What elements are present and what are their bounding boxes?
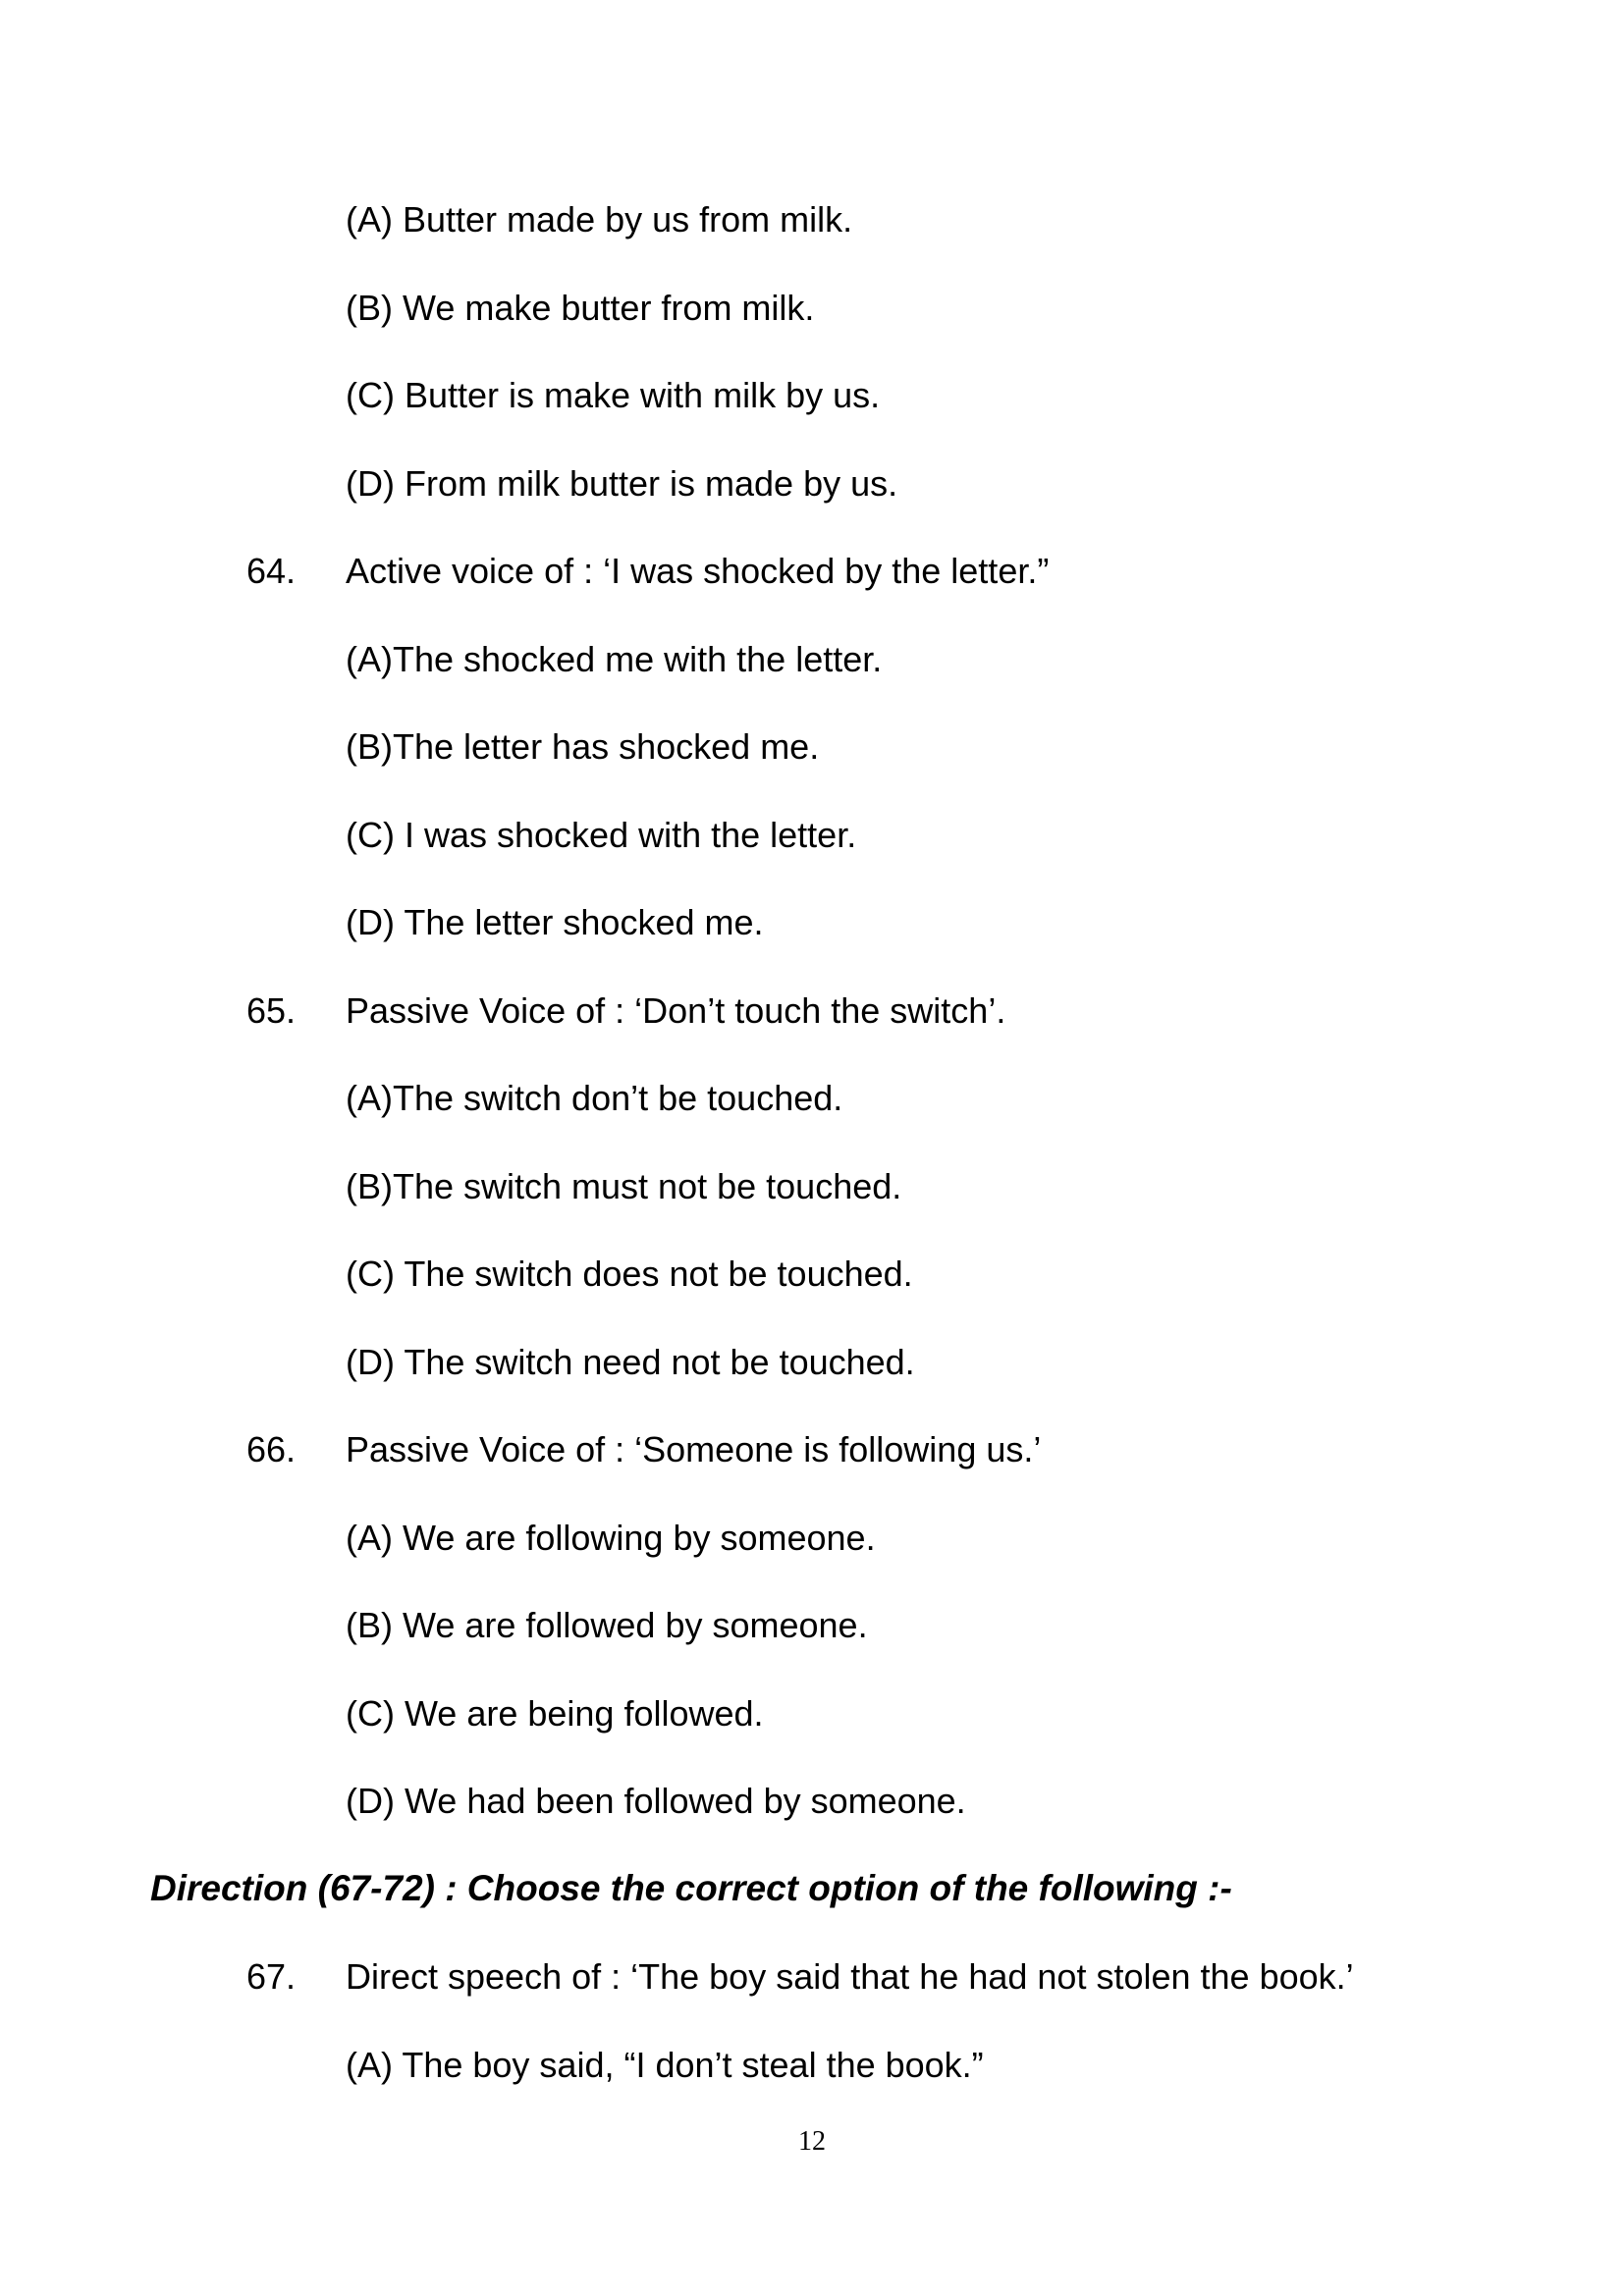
option-64-c: (C) I was shocked with the letter. bbox=[346, 814, 857, 855]
option-66-c: (C) We are being followed. bbox=[346, 1692, 764, 1734]
option-66-a: (A) We are following by someone. bbox=[346, 1517, 876, 1558]
option-63-c: (C) Butter is make with milk by us. bbox=[346, 375, 881, 415]
page-number: 12 bbox=[798, 2126, 826, 2157]
option-63-b: (B) We make butter from milk. bbox=[346, 287, 815, 328]
option-64-a: (A)The shocked me with the letter. bbox=[346, 638, 883, 679]
question-text: Active voice of : ‘I was shocked by the letter.” bbox=[346, 551, 1050, 591]
question-number: 64. bbox=[246, 551, 297, 591]
option-65-d: (D) The switch need not be touched. bbox=[346, 1341, 915, 1382]
direction-heading: Direction (67-72) : Choose the correct option of the following :- bbox=[150, 1868, 1232, 1908]
option-65-b: (B)The switch must not be touched. bbox=[346, 1165, 902, 1206]
option-64-d: (D) The letter shocked me. bbox=[346, 902, 764, 942]
option-65-c: (C) The switch does not be touched. bbox=[346, 1254, 913, 1294]
option-67-a: (A) The boy said, “I don’t steal the book.” bbox=[346, 2044, 984, 2085]
question-number: 65. bbox=[246, 989, 297, 1031]
question-text: Passive Voice of : ‘Don’t touch the switch’. bbox=[346, 989, 1006, 1031]
option-66-d: (D) We had been followed by someone. bbox=[346, 1781, 966, 1821]
option-64-b: (B)The letter has shocked me. bbox=[346, 726, 820, 767]
option-63-a: (A) Butter made by us from milk. bbox=[346, 199, 853, 240]
option-63-d: (D) From milk butter is made by us. bbox=[346, 462, 898, 504]
question-number: 66. bbox=[246, 1429, 297, 1469]
option-65-a: (A)The switch don’t be touched. bbox=[346, 1078, 843, 1118]
option-66-b: (B) We are followed by someone. bbox=[346, 1605, 868, 1645]
question-text: Direct speech of : ‘The boy said that he had not stolen the book.’ bbox=[346, 1956, 1354, 1997]
question-text: Passive Voice of : ‘Someone is following us.’ bbox=[346, 1429, 1042, 1469]
question-number: 67. bbox=[246, 1956, 297, 1997]
